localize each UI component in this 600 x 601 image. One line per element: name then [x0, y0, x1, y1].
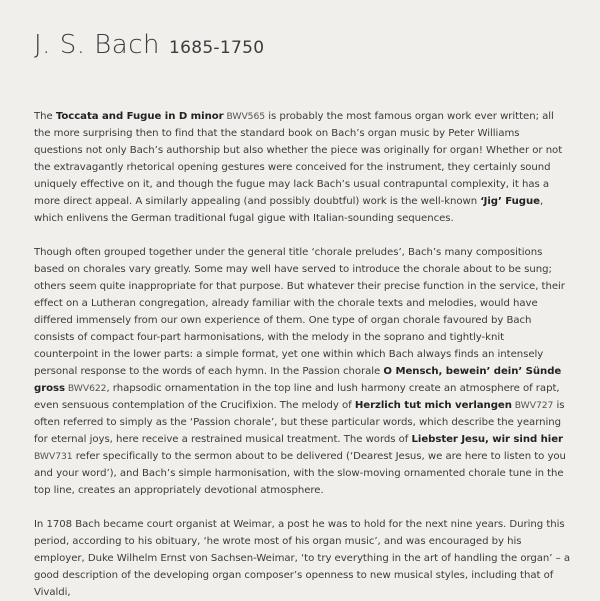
text-run: , rhapsodic ornamentation in the top line and lush harmony create an atmosphere of rapt, even sensuous contemplation of the Crucifixion. The melody of [34, 383, 560, 411]
work-title: Toccata and Fugue in D minor [55, 111, 224, 122]
text-run: is probably the most famous organ work ever written; all the more surprising then to find that the standard book on Bach’s organ music by Peter Williams questions not only Bach’s authorship but also whether the piece was originally for organ! Whether or not the extravagantly rhetorical opening gestures were conceived for the instrument, they certainly sound uniquely effective on it, and though the fugue may lack Bach’s usual contrapuntal complexity, it has a more direct appeal. A similarly appealing (and possibly doubtful) work is the well-known [34, 111, 563, 207]
bwv-number: BWV622 [65, 383, 107, 394]
work-title: Herzlich tut mich verlangen [354, 400, 512, 411]
bwv-number: BWV565 [223, 111, 266, 122]
paragraph-chorale-preludes [34, 244, 570, 499]
bwv-number: BWV731 [34, 451, 73, 462]
text-run: refer specifically to the sermon about to be delivered (‘Dearest Jesus, we are here to listen to you and your word’), and Bach’s simple harmonisation, with the slow-moving ornamented chorale tune in the top line, creates an appropriately devotional atmosphere. [34, 451, 566, 496]
paragraph-weimar [34, 516, 570, 601]
text-run: The [34, 111, 56, 122]
text-run: , which enlivens the German traditional fugal gigue with Italian-sounding sequences. [34, 196, 544, 224]
work-title: O Mensch, bewein’ dein’ Sünde gross [34, 366, 562, 394]
composer-dates: 1685-1750 [168, 38, 265, 58]
text-run: is often referred to simply as the ‘Passion chorale’, but these particular words, which describe the yearning for eternal joys, here receive a restrained musical treatment. The words of [34, 400, 565, 445]
text-run: Though often grouped together under the general title ‘chorale preludes’, Bach’s many compositions based on chorales vary greatly. Some may well have served to introduce the chorale about to be sung; others seem quite inappropriate for that purpose. But whatever their precise function in the service, their effect on a Lutheran congregation, already familiar with the chorale texts and melodies, would have differed immensely from our own experience of them. One type of organ chorale favoured by Bach consists of compact four-part harmonisations, with the melody in the soprano and tightly-knit counterpoint in the lower parts: a simple format, yet one within which Bach always finds an intensely personal response to the words of each hymn. In the Passion chorale [34, 247, 565, 377]
bwv-number: BWV727 [511, 400, 554, 411]
text-run: In 1708 Bach became court organist at Weimar, a post he was to hold for the next nine years. During this period, according to his obituary, ‘he wrote most of his organ music’, and was encouraged by his employer, Duke Wilhelm Ernst von Sachsen-Weimar, ‘to try everything in the art of handling the organ’ – a good description of the developing organ composer’s openness to new musical styles, including that of Vivaldi, [34, 519, 570, 598]
paragraph-toccata [34, 108, 570, 227]
work-title: Liebster Jesu, wir sind hier [411, 434, 563, 445]
work-title: ‘Jig’ Fugue [480, 196, 540, 207]
page-title [34, 30, 572, 64]
composer-name: J. S. Bach [34, 30, 160, 60]
